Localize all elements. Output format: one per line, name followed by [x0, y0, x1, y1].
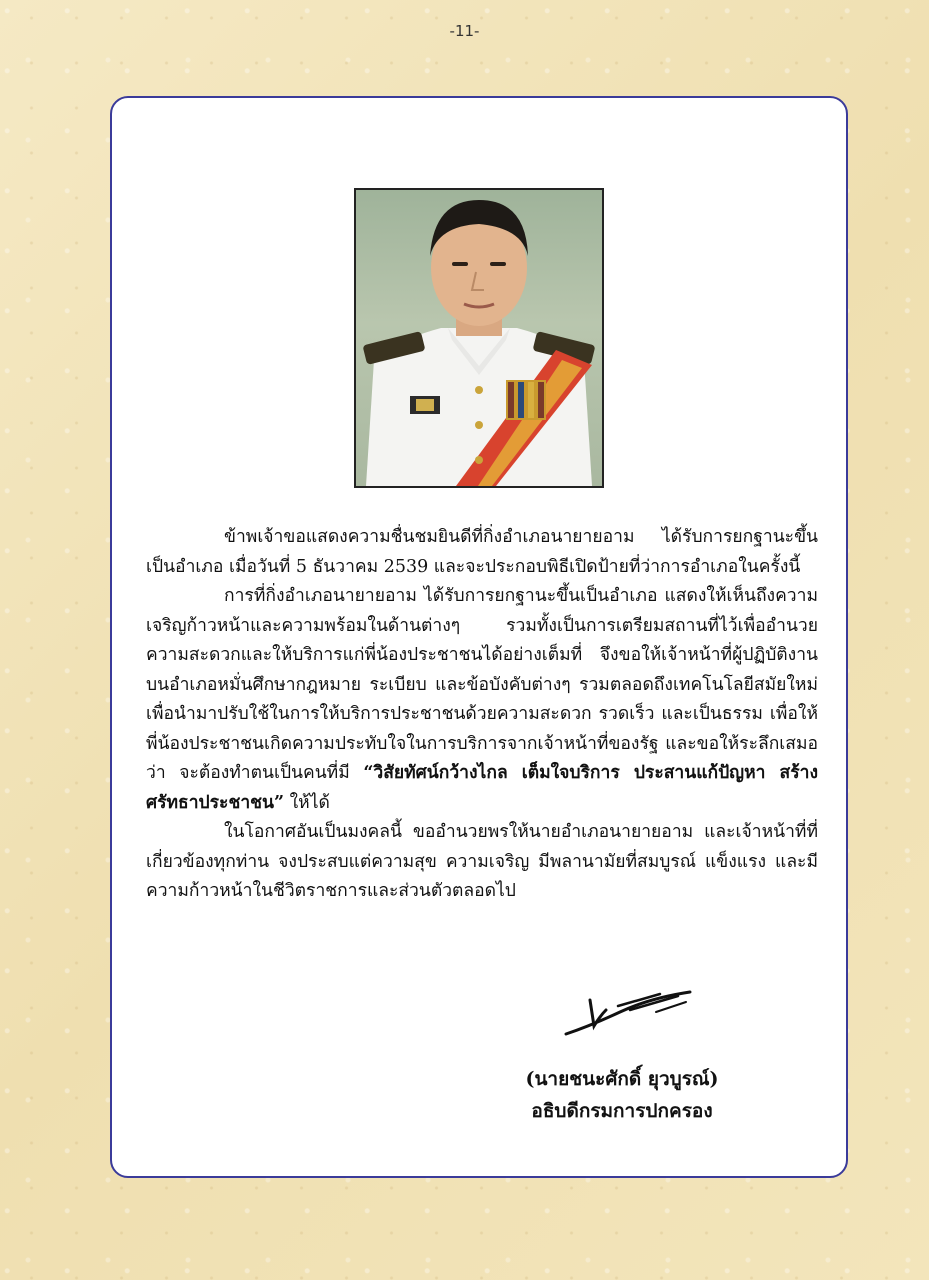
- signer-name: (นายชนะศักดิ์ ยุวบูรณ์): [525, 1068, 719, 1090]
- page-number: -11-: [449, 22, 480, 40]
- portrait-illustration: [356, 190, 602, 486]
- letter-paragraph-2-end: ให้ได้: [284, 792, 330, 813]
- letter-body: [146, 523, 818, 907]
- letter-paragraph-1: ข้าพเจ้าขอแสดงความชื่นชมยินดีที่กิ่งอำเภอนายายอาม ได้รับการยกฐานะขึ้นเป็นอำเภอ เมื่อวันที่ 5 ธันวาคม 2539 และจะประกอบพิธีเปิดป้ายที่ว่าการอำเภอในครั้งนี้: [146, 527, 818, 577]
- official-portrait: [354, 188, 604, 488]
- letter-paragraph-2-text: การที่กิ่งอำเภอนายายอาม ได้รับการยกฐานะขึ้นเป็นอำเภอ แสดงให้เห็นถึงความเจริญก้าวหน้าและความพร้อมในด้านต่างๆ รวมทั้งเป็นการเตรียมสถานที่ไว้เพื่ออำนวยความสะดวกและให้บริการแก่พี่น้องประชาชนได้อย่างเต็มที่ จึงขอให้เจ้าหน้าที่ผู้ปฏิบัติงานบนอำเภอหมั่นศึกษากฎหมาย ระเบียบ และข้อบังคับต่างๆ รวมตลอดถึงเทคโนโลยีสมัยใหม่ เพื่อนำมาปรับใช้ในการให้บริการประชาชนด้วยความสะดวก รวดเร็ว และเป็นธรรม เพื่อให้พี่น้องประชาชนเกิดความประทับใจในการบริการจากเจ้าหน้าที่ของรัฐ และขอให้ระลึกเสมอว่า จะต้องทำตนเป็นคนที่มี: [146, 586, 818, 783]
- letter-card: [110, 96, 848, 1178]
- signer-title: อธิบดีกรมการปกครอง: [531, 1100, 713, 1122]
- signer-block: [472, 1063, 772, 1127]
- letter-paragraph-3: ในโอกาศอันเป็นมงคลนี้ ขออำนวยพรให้นายอำเภอนายายอาม และเจ้าหน้าที่ที่เกี่ยวข้องทุกท่าน จงประสบแต่ความสุข ความเจริญ มีพลานามัยที่สมบูรณ์ แข็งแรง และมีความก้าวหน้าในชีวิตราชการและส่วนตัวตลอดไป: [146, 822, 818, 901]
- handwritten-signature: [560, 986, 700, 1046]
- letter-paragraph-2: [146, 582, 818, 818]
- vision-slogan: “วิสัยทัศน์กว้างไกล เต็มใจบริการ ประสานแก้ปัญหา สร้างศรัทธาประชาชน”: [146, 763, 818, 813]
